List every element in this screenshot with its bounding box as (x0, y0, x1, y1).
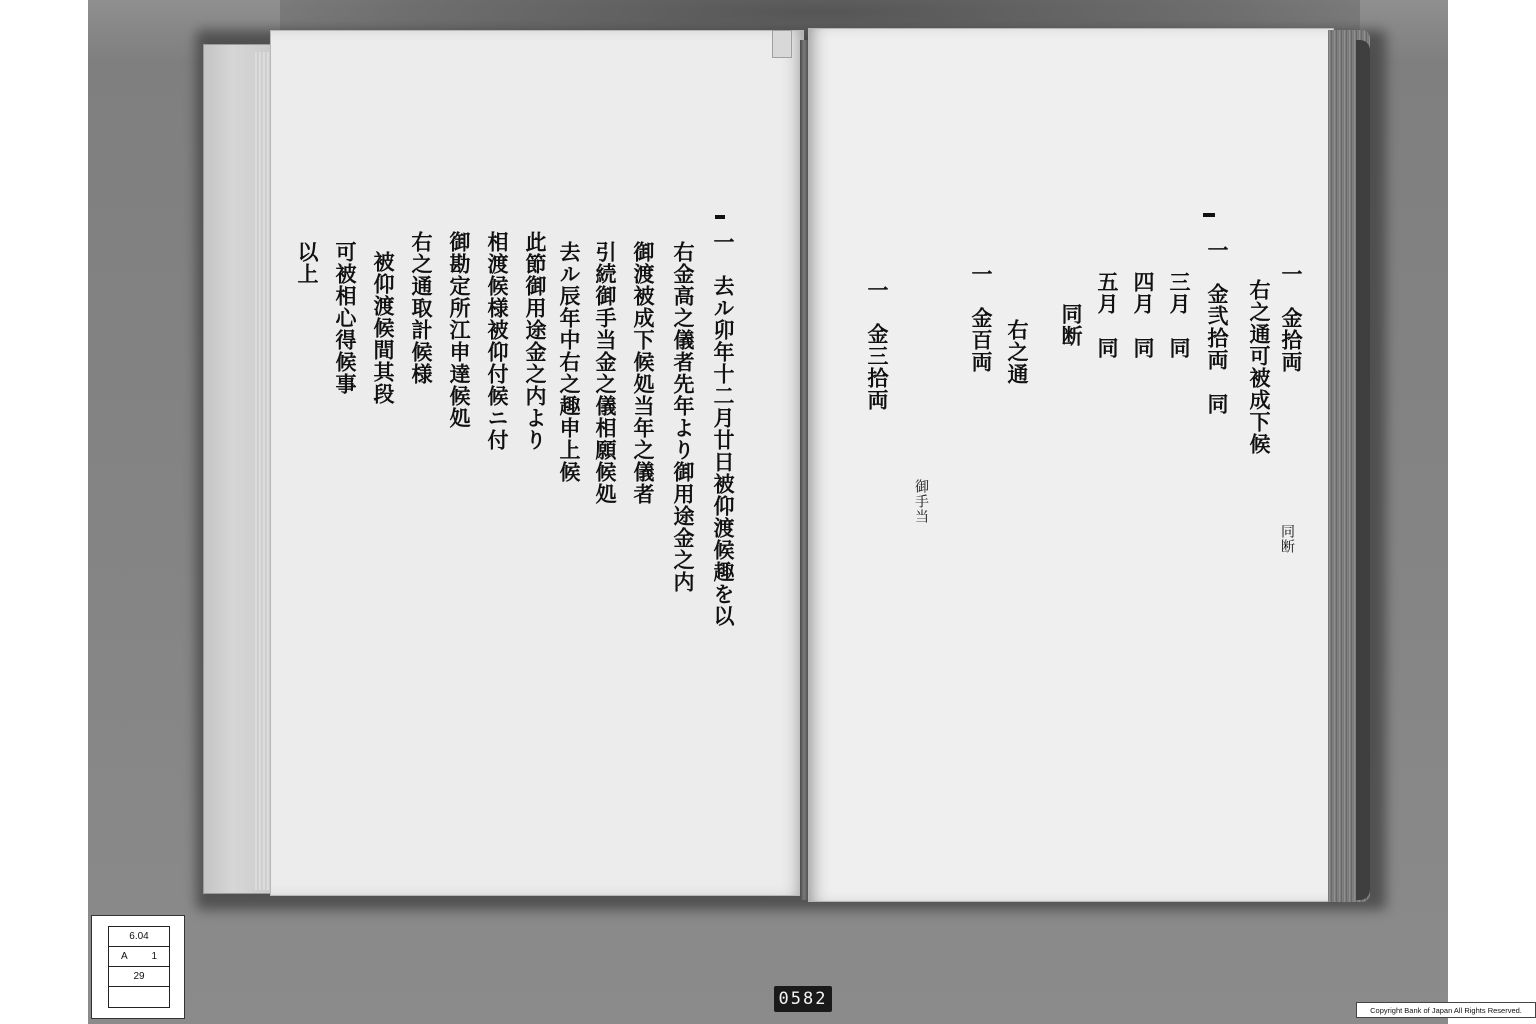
left-col-3: 御渡被成下候処当年之儀者 (631, 241, 656, 505)
reference-row-4 (109, 987, 169, 1006)
reference-value-2b: 1 (151, 951, 158, 962)
right-col-9: 一 金百両 (969, 263, 994, 395)
right-col-2b: 同断 (1279, 509, 1295, 554)
right-col-2: 右之通可被成下候 (1247, 279, 1272, 455)
right-page-ichi-mark (1203, 213, 1215, 217)
right-col-1: 一 金拾両 (1279, 263, 1304, 395)
right-col-5: 四月 同 (1131, 249, 1156, 359)
right-col-3: 一 金弐拾両 同 (1205, 239, 1230, 415)
left-col-11: 可被相心得候事 (333, 241, 358, 395)
left-col-1: 一 去ル卯年十二月廿日被仰渡候趣を以 (711, 231, 736, 627)
right-col-11: 一 金三拾両 (865, 279, 890, 411)
right-cover-edge (1356, 40, 1370, 900)
reference-row-2 (109, 947, 169, 967)
left-col-4: 引続御手当金之儀相願候処 (593, 241, 618, 505)
reference-row-1 (109, 927, 169, 947)
copyright-notice: Copyright Bank of Japan All Rights Reserved. (1356, 1002, 1536, 1018)
reference-card-table (108, 926, 170, 1008)
left-page-ichi-mark (715, 215, 725, 219)
right-page (808, 28, 1334, 902)
left-col-12: 以上 (295, 241, 320, 285)
reference-card (91, 915, 185, 1019)
right-col-8: 右之通 (1005, 297, 1030, 385)
left-col-9: 右之通取計候様 (409, 231, 434, 385)
left-page (270, 30, 804, 896)
left-col-7: 相渡候様被仰付候ニ付 (485, 231, 510, 451)
left-col-2: 右金高之儀者先年より御用途金之内 (671, 241, 696, 593)
left-col-8: 御勘定所江申達候処 (447, 231, 472, 429)
right-col-7: 同断 (1059, 259, 1084, 347)
left-col-6: 此節御用途金之内より (523, 231, 548, 451)
reference-row-3 (109, 967, 169, 987)
right-col-6: 五月 同 (1095, 249, 1120, 359)
reference-value-1: 6.04 (129, 931, 149, 942)
reference-value-2a: A (120, 951, 128, 962)
right-col-4: 三月 同 (1167, 249, 1192, 359)
reference-value-3: 29 (133, 971, 145, 982)
frame-number-label: 0582 (774, 986, 832, 1012)
left-col-10: 被仰渡候間其段 (371, 251, 396, 405)
right-col-10: 御手当 (913, 449, 929, 524)
left-page-tab (772, 30, 792, 58)
left-col-5: 去ル辰年中右之趣申上候 (557, 241, 582, 483)
